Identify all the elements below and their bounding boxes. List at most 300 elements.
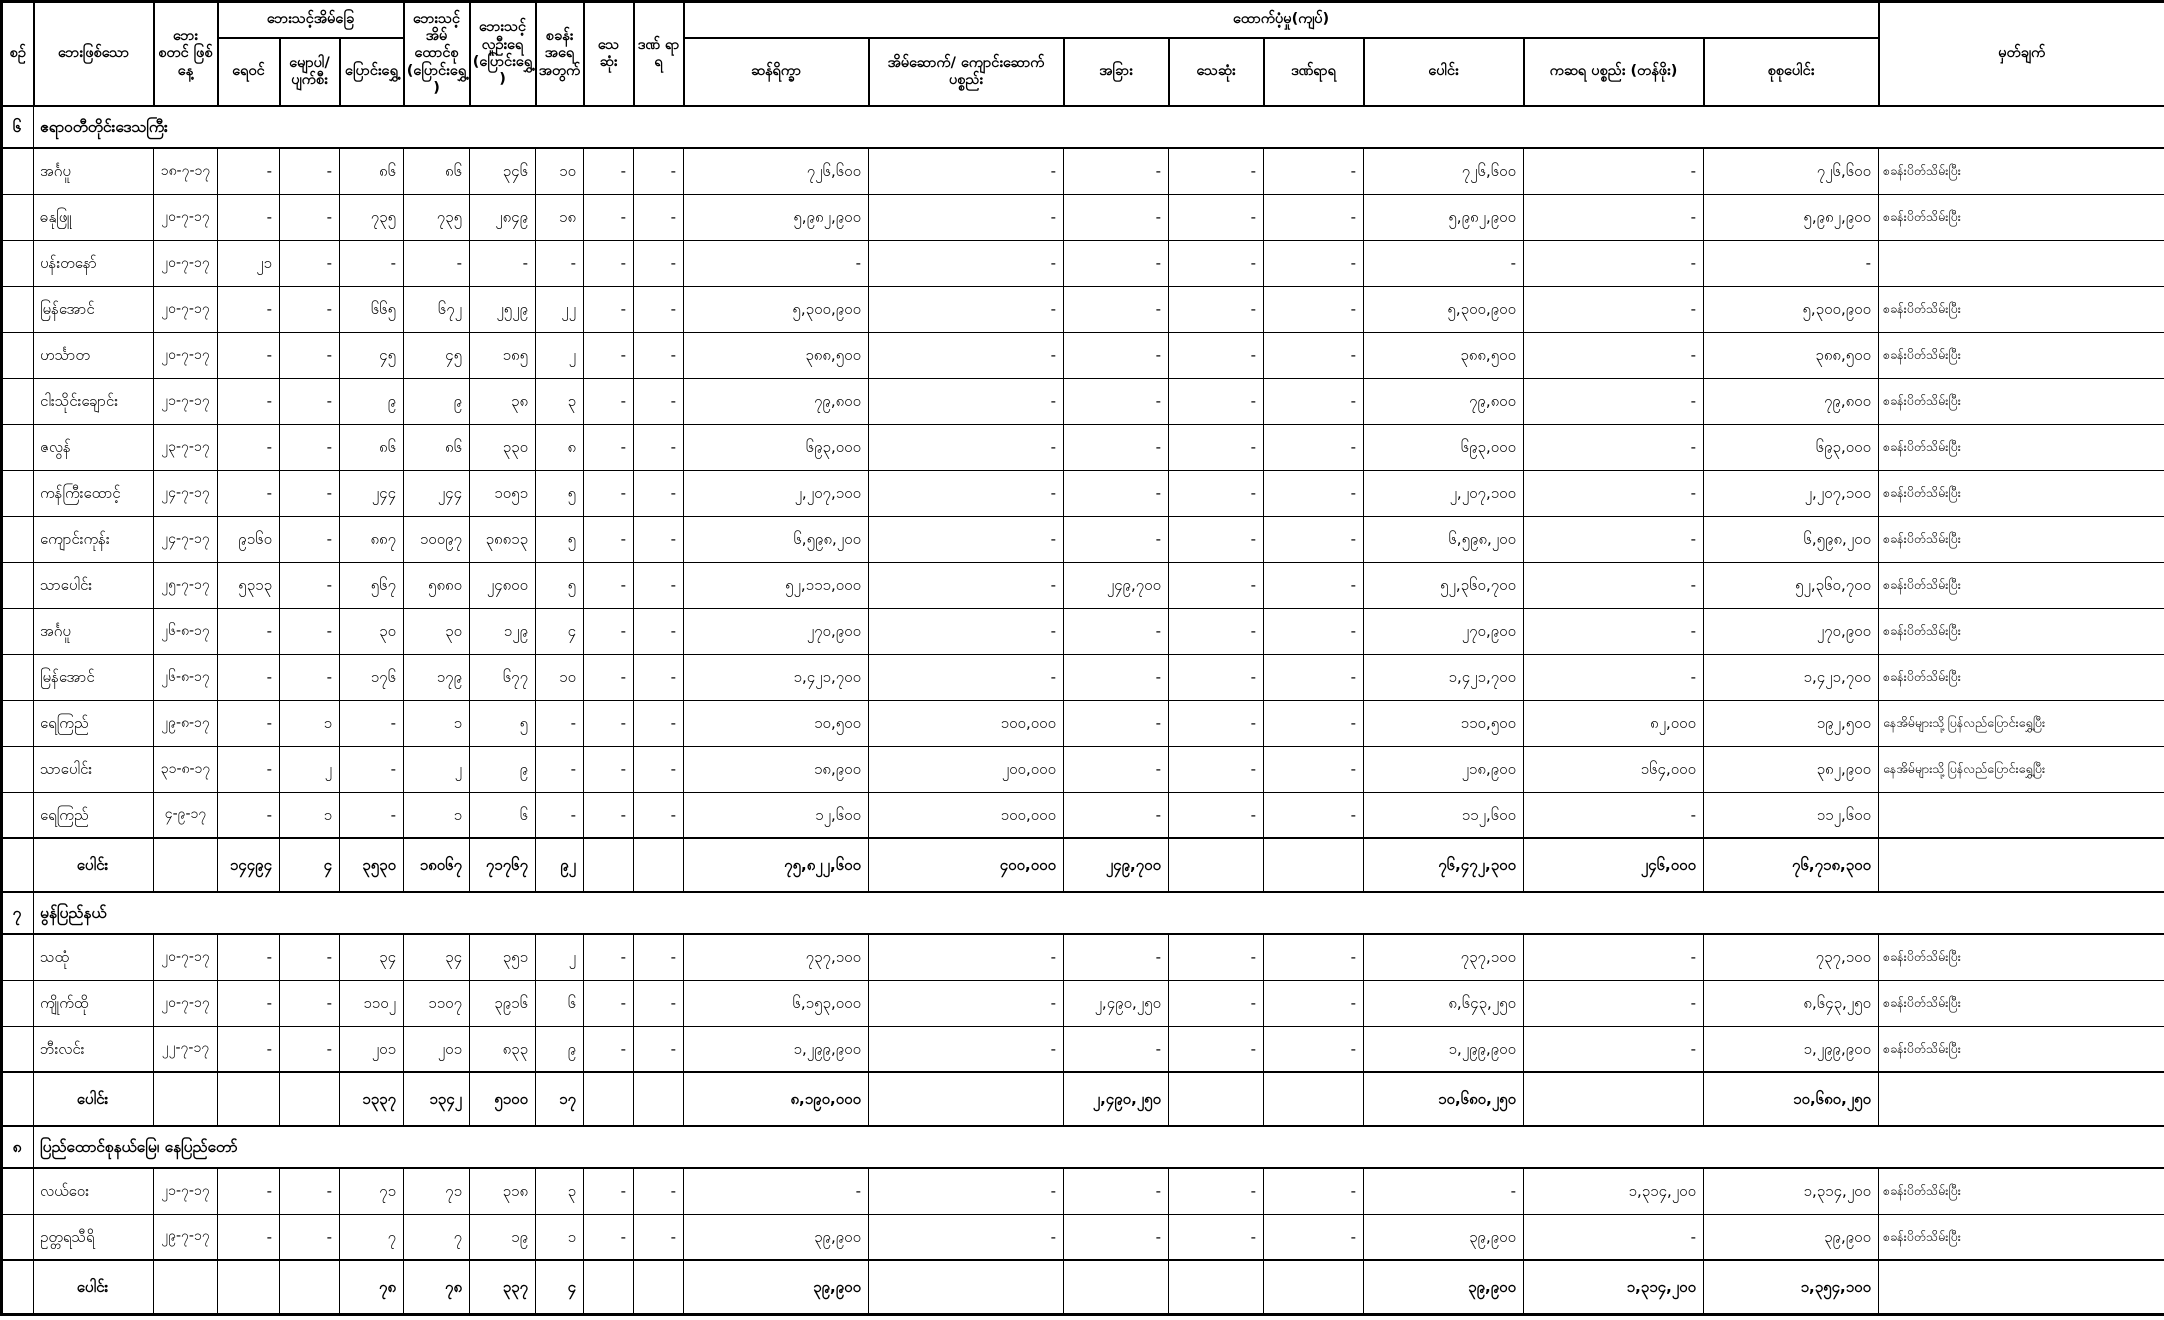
cell: ၂၀-၇-၁၇ bbox=[154, 286, 218, 332]
cell: ၅၈၈၀ bbox=[404, 562, 470, 608]
cell: ၁ bbox=[280, 700, 340, 746]
cell: ၁၀၅၁ bbox=[470, 470, 536, 516]
cell: - bbox=[584, 562, 634, 608]
cell: - bbox=[280, 470, 340, 516]
cell: ၆၉၃,၀၀၀ bbox=[684, 424, 869, 470]
cell: - bbox=[1064, 148, 1169, 194]
cell: - bbox=[1264, 516, 1364, 562]
cell: ပေါင်း bbox=[34, 838, 154, 892]
cell: - bbox=[1264, 1214, 1364, 1260]
cell: ၇၅,၈၂၂,၆၀၀ bbox=[684, 838, 869, 892]
cell: - bbox=[218, 194, 280, 240]
cell: - bbox=[634, 746, 684, 792]
cell: စခန်းပိတ်သိမ်းပြီး bbox=[1879, 378, 2164, 424]
data-row bbox=[2, 1214, 2164, 1260]
cell: ၅,၉၈၂,၉၀၀ bbox=[1364, 194, 1524, 240]
cell bbox=[2, 838, 34, 892]
cell: ၁၀ bbox=[536, 148, 584, 194]
cell: - bbox=[1064, 792, 1169, 838]
cell: ၃၀ bbox=[404, 608, 470, 654]
cell: ၃၉,၉၀၀ bbox=[1364, 1214, 1524, 1260]
cell: ၁,၄၂၁,၇၀၀ bbox=[684, 654, 869, 700]
cell: ဓနုဖြူ bbox=[34, 194, 154, 240]
cell: ၂၆-၈-၁၇ bbox=[154, 608, 218, 654]
cell: ၁,၄၂၁,၇၀၀ bbox=[1364, 654, 1524, 700]
cell: - bbox=[869, 424, 1064, 470]
cell: - bbox=[584, 792, 634, 838]
section-title: ပြည်ထောင်စုနယ်မြေ၊ နေပြည်တော် bbox=[34, 1126, 2164, 1168]
cell: - bbox=[634, 608, 684, 654]
cell: ၃၈၈၁၃ bbox=[470, 516, 536, 562]
cell: စခန်းပိတ်သိမ်းပြီး bbox=[1879, 332, 2164, 378]
cell: ၂,၂၀၇,၁၀၀ bbox=[1704, 470, 1879, 516]
data-row bbox=[2, 470, 2164, 516]
cell: ၇၃၅ bbox=[404, 194, 470, 240]
cell: ၅၂,၁၁၁,၀၀၀ bbox=[684, 562, 869, 608]
cell: စခန်းပိတ်သိမ်းပြီး bbox=[1879, 148, 2164, 194]
cell: ၃၈၂,၉၀၀ bbox=[1704, 746, 1879, 792]
cell: ၅ bbox=[536, 516, 584, 562]
cell: ၁,၄၂၁,၇၀၀ bbox=[1704, 654, 1879, 700]
cell: - bbox=[584, 148, 634, 194]
cell: စခန်းပိတ်သိမ်းပြီး bbox=[1879, 1214, 2164, 1260]
cell: ၂၂ bbox=[536, 286, 584, 332]
cell: ၅,၉၈၂,၉၀၀ bbox=[684, 194, 869, 240]
col-affected-households: ဘေးသင့် အိမ် ထောင်စု (ပြောင်းရွှေ့) bbox=[404, 2, 470, 107]
cell: - bbox=[634, 194, 684, 240]
cell: - bbox=[1264, 470, 1364, 516]
cell: - bbox=[634, 700, 684, 746]
cell bbox=[1264, 1072, 1364, 1126]
cell bbox=[584, 1072, 634, 1126]
cell: - bbox=[1064, 1168, 1169, 1214]
cell: ၆၉၃,၀၀၀ bbox=[1364, 424, 1524, 470]
cell: ၂၃-၇-၁၇ bbox=[154, 424, 218, 470]
cell: - bbox=[218, 792, 280, 838]
cell: ပေါင်း bbox=[34, 1260, 154, 1314]
cell: ၄-၉-၁၇ bbox=[154, 792, 218, 838]
section-number: ၈ bbox=[2, 1126, 34, 1168]
col-deaths: သေ ဆုံး bbox=[584, 2, 634, 107]
cell: - bbox=[1264, 240, 1364, 286]
cell: - bbox=[584, 194, 634, 240]
cell: ၉ bbox=[404, 378, 470, 424]
cell bbox=[1879, 1260, 2164, 1314]
cell: ၁ bbox=[280, 792, 340, 838]
cell: ၇၆,၇၁၈,၃၀၀ bbox=[1704, 838, 1879, 892]
cell: - bbox=[1264, 562, 1364, 608]
cell: ၇၃၇,၁၀၀ bbox=[684, 934, 869, 980]
cell: ၅,၃၀၀,၉၀၀ bbox=[1364, 286, 1524, 332]
cell: ၁၀၀,၀၀၀ bbox=[869, 792, 1064, 838]
cell bbox=[2, 470, 34, 516]
colgroup-affected-houses: ဘေးသင့်အိမ်ခြေ bbox=[218, 2, 404, 39]
section-header-row bbox=[2, 892, 2164, 934]
cell: ၇၃၅ bbox=[340, 194, 404, 240]
cell: ၃၈ bbox=[470, 378, 536, 424]
cell bbox=[2, 746, 34, 792]
cell: ၁ bbox=[536, 1214, 584, 1260]
cell: - bbox=[340, 792, 404, 838]
table-body bbox=[2, 106, 2164, 1314]
col-building-materials: အိမ်ဆောက်/ ကျောင်းဆောက် ပစ္စည်း bbox=[869, 38, 1064, 106]
cell bbox=[2, 1214, 34, 1260]
cell: - bbox=[1064, 194, 1169, 240]
cell: - bbox=[1064, 470, 1169, 516]
col-washed-damaged: မျောပါ/ ပျက်စီး bbox=[280, 38, 340, 106]
cell: စခန်းပိတ်သိမ်းပြီး bbox=[1879, 654, 2164, 700]
cell: ၂၄-၇-၁၇ bbox=[154, 516, 218, 562]
cell: - bbox=[634, 1214, 684, 1260]
cell: ၁၀၀၉၇ bbox=[404, 516, 470, 562]
cell: ၁,၂၉၉,၉၀၀ bbox=[1704, 1026, 1879, 1072]
cell: ၂၀-၇-၁၇ bbox=[154, 240, 218, 286]
cell: - bbox=[1064, 608, 1169, 654]
cell: ၁၆၄,၀၀၀ bbox=[1524, 746, 1704, 792]
cell bbox=[634, 838, 684, 892]
cell: ၆,၅၉၈,၂၀၀ bbox=[1364, 516, 1524, 562]
cell: - bbox=[1264, 378, 1364, 424]
cell: ၇၃၇,၁၀၀ bbox=[1364, 934, 1524, 980]
col-support-total: ပေါင်း bbox=[1364, 38, 1524, 106]
cell: ၁၀,၆၈၀,၂၅၀ bbox=[1364, 1072, 1524, 1126]
cell: - bbox=[869, 1168, 1064, 1214]
cell: - bbox=[340, 240, 404, 286]
cell: ၂၄-၇-၁၇ bbox=[154, 470, 218, 516]
cell: - bbox=[218, 1026, 280, 1072]
cell: ၁၁၀၂ bbox=[340, 980, 404, 1026]
cell: ၂,၂၀၇,၁၀၀ bbox=[684, 470, 869, 516]
cell: ၃၉,၉၀၀ bbox=[684, 1260, 869, 1314]
cell: ၆,၅၉၈,၂၀၀ bbox=[1704, 516, 1879, 562]
cell: ၂,၂၀၇,၁၀၀ bbox=[1364, 470, 1524, 516]
section-total-row bbox=[2, 838, 2164, 892]
col-injury-support: ဒဏ်ရာရ bbox=[1264, 38, 1364, 106]
cell: - bbox=[869, 1026, 1064, 1072]
cell: ငါးသိုင်းချောင်း bbox=[34, 378, 154, 424]
cell: စခန်းပိတ်သိမ်းပြီး bbox=[1879, 1026, 2164, 1072]
cell: ၂၆-၈-၁၇ bbox=[154, 654, 218, 700]
cell: ၉ bbox=[536, 1026, 584, 1072]
data-row bbox=[2, 378, 2164, 424]
cell: ၄၅ bbox=[404, 332, 470, 378]
cell: ၆ bbox=[536, 980, 584, 1026]
cell: အင်္ဂပူ bbox=[34, 148, 154, 194]
cell: ၄၀၀,၀၀၀ bbox=[869, 838, 1064, 892]
data-row bbox=[2, 286, 2164, 332]
cell: ၂ bbox=[280, 746, 340, 792]
cell: - bbox=[584, 934, 634, 980]
cell: နေအိမ်များသို့ပြန်လည်ပြောင်းရွှေ့ပြီး bbox=[1879, 700, 2164, 746]
cell: - bbox=[584, 470, 634, 516]
cell: - bbox=[1169, 148, 1264, 194]
cell: ၂,၄၉၀,၂၅၀ bbox=[1064, 1072, 1169, 1126]
cell: - bbox=[218, 1214, 280, 1260]
cell: မြန်အောင် bbox=[34, 654, 154, 700]
cell: - bbox=[218, 424, 280, 470]
cell: - bbox=[869, 240, 1064, 286]
cell: ၄ bbox=[536, 608, 584, 654]
cell: - bbox=[1169, 792, 1264, 838]
cell: ၇၉,၈၀၀ bbox=[1704, 378, 1879, 424]
cell: ၁ bbox=[404, 792, 470, 838]
cell: - bbox=[1524, 1214, 1704, 1260]
cell: ၆၉၃,၀၀၀ bbox=[1704, 424, 1879, 470]
cell: - bbox=[634, 1168, 684, 1214]
cell: - bbox=[869, 980, 1064, 1026]
cell: စခန်းပိတ်သိမ်းပြီး bbox=[1879, 980, 2164, 1026]
cell bbox=[869, 1072, 1064, 1126]
cell: ၇၉,၈၀၀ bbox=[1364, 378, 1524, 424]
cell: ၂၀၁ bbox=[404, 1026, 470, 1072]
cell bbox=[2, 1072, 34, 1126]
cell: - bbox=[1524, 424, 1704, 470]
cell: ၃၀ bbox=[340, 608, 404, 654]
data-row bbox=[2, 608, 2164, 654]
cell: ၁၃၄၂ bbox=[404, 1072, 470, 1126]
cell: ကျိုက်ထို bbox=[34, 980, 154, 1026]
cell: ၁၈၅ bbox=[470, 332, 536, 378]
cell: ၇ bbox=[340, 1214, 404, 1260]
cell: ၁၁၀,၅၀၀ bbox=[1364, 700, 1524, 746]
cell: ၅၂,၃၆၀,၇၀၀ bbox=[1364, 562, 1524, 608]
col-affected-people: ဘေးသင့် လူဦးရေ (ပြောင်းရွှေ့) bbox=[470, 2, 536, 107]
cell: - bbox=[1524, 792, 1704, 838]
cell: - bbox=[1169, 654, 1264, 700]
cell: - bbox=[1064, 1026, 1169, 1072]
cell bbox=[2, 424, 34, 470]
cell: - bbox=[634, 470, 684, 516]
col-injured: ဒဏ် ရာ ရ bbox=[634, 2, 684, 107]
cell: ၂,၄၉၀,၂၅၀ bbox=[1064, 980, 1169, 1026]
col-other-support: အခြား bbox=[1064, 38, 1169, 106]
cell: - bbox=[684, 1168, 869, 1214]
cell: - bbox=[536, 700, 584, 746]
cell: အင်္ဂပူ bbox=[34, 608, 154, 654]
cell: - bbox=[1264, 792, 1364, 838]
cell: ၁၉ bbox=[470, 1214, 536, 1260]
cell: - bbox=[280, 424, 340, 470]
cell: ၁၀,၆၈၀,၂၅၀ bbox=[1704, 1072, 1879, 1126]
data-row bbox=[2, 194, 2164, 240]
cell: ၂၄၄ bbox=[404, 470, 470, 516]
cell: - bbox=[634, 240, 684, 286]
cell: ၂ bbox=[404, 746, 470, 792]
cell: စခန်းပိတ်သိမ်းပြီး bbox=[1879, 934, 2164, 980]
section-number: ၇ bbox=[2, 892, 34, 934]
cell: - bbox=[218, 700, 280, 746]
cell bbox=[2, 332, 34, 378]
cell: ၈၆ bbox=[404, 148, 470, 194]
col-rice-ration: ဆန်ရိက္ခာ bbox=[684, 38, 869, 106]
cell: - bbox=[584, 654, 634, 700]
cell: - bbox=[340, 746, 404, 792]
cell: ၃ bbox=[536, 378, 584, 424]
cell: - bbox=[584, 700, 634, 746]
cell: - bbox=[1524, 148, 1704, 194]
cell: ၁၁၀၇ bbox=[404, 980, 470, 1026]
data-row bbox=[2, 934, 2164, 980]
section-title: မွန်ပြည်နယ် bbox=[34, 892, 2164, 934]
data-row bbox=[2, 240, 2164, 286]
cell: ၁၄၄၉၄ bbox=[218, 838, 280, 892]
cell: ၅၁၀၀ bbox=[470, 1072, 536, 1126]
cell: ၁၈ bbox=[536, 194, 584, 240]
section-total-row bbox=[2, 1260, 2164, 1314]
cell: ၇၉,၈၀၀ bbox=[684, 378, 869, 424]
cell: - bbox=[218, 332, 280, 378]
cell: - bbox=[584, 378, 634, 424]
cell: - bbox=[1524, 516, 1704, 562]
cell: - bbox=[584, 608, 634, 654]
cell: ၃၁-၈-၁၇ bbox=[154, 746, 218, 792]
cell: - bbox=[218, 148, 280, 194]
cell: ၁၇၉ bbox=[404, 654, 470, 700]
cell: ၃၄ bbox=[404, 934, 470, 980]
cell: - bbox=[1264, 980, 1364, 1026]
cell: ၉ bbox=[340, 378, 404, 424]
cell: - bbox=[869, 194, 1064, 240]
cell: - bbox=[584, 1026, 634, 1072]
cell: ၁၁၂,၆၀၀ bbox=[1364, 792, 1524, 838]
cell: - bbox=[280, 378, 340, 424]
cell: - bbox=[869, 654, 1064, 700]
cell: ၃၉,၉၀၀ bbox=[684, 1214, 869, 1260]
cell: - bbox=[340, 700, 404, 746]
cell: - bbox=[218, 608, 280, 654]
cell: မြန်အောင် bbox=[34, 286, 154, 332]
cell bbox=[2, 980, 34, 1026]
table-header bbox=[2, 2, 2164, 107]
cell: - bbox=[280, 194, 340, 240]
cell bbox=[1879, 240, 2164, 286]
cell: ၇၁၇၆၇ bbox=[470, 838, 536, 892]
cell: - bbox=[218, 470, 280, 516]
cell bbox=[154, 1260, 218, 1314]
cell: - bbox=[218, 654, 280, 700]
cell: ၁ bbox=[404, 700, 470, 746]
cell: - bbox=[869, 148, 1064, 194]
cell bbox=[2, 608, 34, 654]
cell: - bbox=[1264, 746, 1364, 792]
cell: - bbox=[869, 516, 1064, 562]
cell: ၁၂၉ bbox=[470, 608, 536, 654]
cell: - bbox=[1524, 470, 1704, 516]
cell: - bbox=[1364, 1168, 1524, 1214]
cell: ၇ bbox=[404, 1214, 470, 1260]
cell: - bbox=[1169, 934, 1264, 980]
cell: - bbox=[634, 980, 684, 1026]
cell bbox=[1264, 838, 1364, 892]
cell: ရေကြည် bbox=[34, 792, 154, 838]
cell: ဘီးလင်း bbox=[34, 1026, 154, 1072]
cell: ၁၉၂,၅၀၀ bbox=[1704, 700, 1879, 746]
cell: - bbox=[1169, 240, 1264, 286]
cell: - bbox=[584, 424, 634, 470]
cell: - bbox=[280, 934, 340, 980]
cell: စခန်းပိတ်သိမ်းပြီး bbox=[1879, 516, 2164, 562]
cell bbox=[869, 1260, 1064, 1314]
cell: - bbox=[1169, 424, 1264, 470]
cell: - bbox=[869, 286, 1064, 332]
cell bbox=[1169, 1260, 1264, 1314]
cell: ၃၃၇ bbox=[470, 1260, 536, 1314]
cell bbox=[1879, 792, 2164, 838]
cell: ၅,၉၈၂,၉၀၀ bbox=[1704, 194, 1879, 240]
cell: - bbox=[1264, 148, 1364, 194]
cell: ၂၄၆,၀၀၀ bbox=[1524, 838, 1704, 892]
cell: ၁,၂၉၉,၉၀၀ bbox=[684, 1026, 869, 1072]
cell: - bbox=[634, 792, 684, 838]
cell: ၅ bbox=[536, 470, 584, 516]
cell: - bbox=[1364, 240, 1524, 286]
cell: - bbox=[280, 332, 340, 378]
cell: - bbox=[1524, 286, 1704, 332]
cell: ၂၀-၇-၁၇ bbox=[154, 980, 218, 1026]
cell: - bbox=[1169, 700, 1264, 746]
cell: - bbox=[218, 980, 280, 1026]
section-total-row bbox=[2, 1072, 2164, 1126]
cell bbox=[154, 1072, 218, 1126]
cell: - bbox=[1264, 332, 1364, 378]
cell: ၃၄ bbox=[340, 934, 404, 980]
cell: - bbox=[869, 562, 1064, 608]
cell: - bbox=[280, 1026, 340, 1072]
cell bbox=[1169, 838, 1264, 892]
cell: - bbox=[584, 980, 634, 1026]
cell: ၂၄၉,၇၀၀ bbox=[1064, 838, 1169, 892]
cell: - bbox=[1064, 378, 1169, 424]
cell: - bbox=[1264, 1168, 1364, 1214]
cell: - bbox=[584, 1168, 634, 1214]
cell: ၇၂၆,၆၀၀ bbox=[1704, 148, 1879, 194]
cell: ၃ bbox=[536, 1168, 584, 1214]
col-start-date: ဘေး စတင် ဖြစ်နေ့ bbox=[154, 2, 218, 107]
cell: - bbox=[1064, 934, 1169, 980]
cell: - bbox=[470, 240, 536, 286]
cell: ၁,၃၁၄,၂၀၀ bbox=[1704, 1168, 1879, 1214]
cell: ၇၈ bbox=[340, 1260, 404, 1314]
cell: - bbox=[634, 332, 684, 378]
cell: - bbox=[1264, 194, 1364, 240]
cell: ၃၈၈,၅၀၀ bbox=[684, 332, 869, 378]
cell: - bbox=[1064, 654, 1169, 700]
data-row bbox=[2, 654, 2164, 700]
cell bbox=[2, 792, 34, 838]
cell: - bbox=[1169, 194, 1264, 240]
cell: - bbox=[1264, 700, 1364, 746]
cell: - bbox=[584, 332, 634, 378]
cell: ၂၂-၇-၁၇ bbox=[154, 1026, 218, 1072]
cell: ၂ bbox=[536, 934, 584, 980]
cell: - bbox=[684, 240, 869, 286]
cell: ၁၇ bbox=[536, 1072, 584, 1126]
data-row bbox=[2, 148, 2164, 194]
cell: ၈၆ bbox=[340, 424, 404, 470]
cell: - bbox=[1064, 1214, 1169, 1260]
cell: - bbox=[1169, 286, 1264, 332]
cell: ၄ bbox=[280, 838, 340, 892]
cell bbox=[2, 516, 34, 562]
cell bbox=[2, 378, 34, 424]
section-title: ဧရာဝတီတိုင်းဒေသကြီး bbox=[34, 106, 2164, 148]
cell: ၂၇၀,၉၀၀ bbox=[1704, 608, 1879, 654]
cell: ၂၉-၈-၁၇ bbox=[154, 700, 218, 746]
cell: လယ်ဝေး bbox=[34, 1168, 154, 1214]
cell bbox=[218, 1072, 280, 1126]
cell: - bbox=[869, 378, 1064, 424]
cell: ၂၈၄၉ bbox=[470, 194, 536, 240]
